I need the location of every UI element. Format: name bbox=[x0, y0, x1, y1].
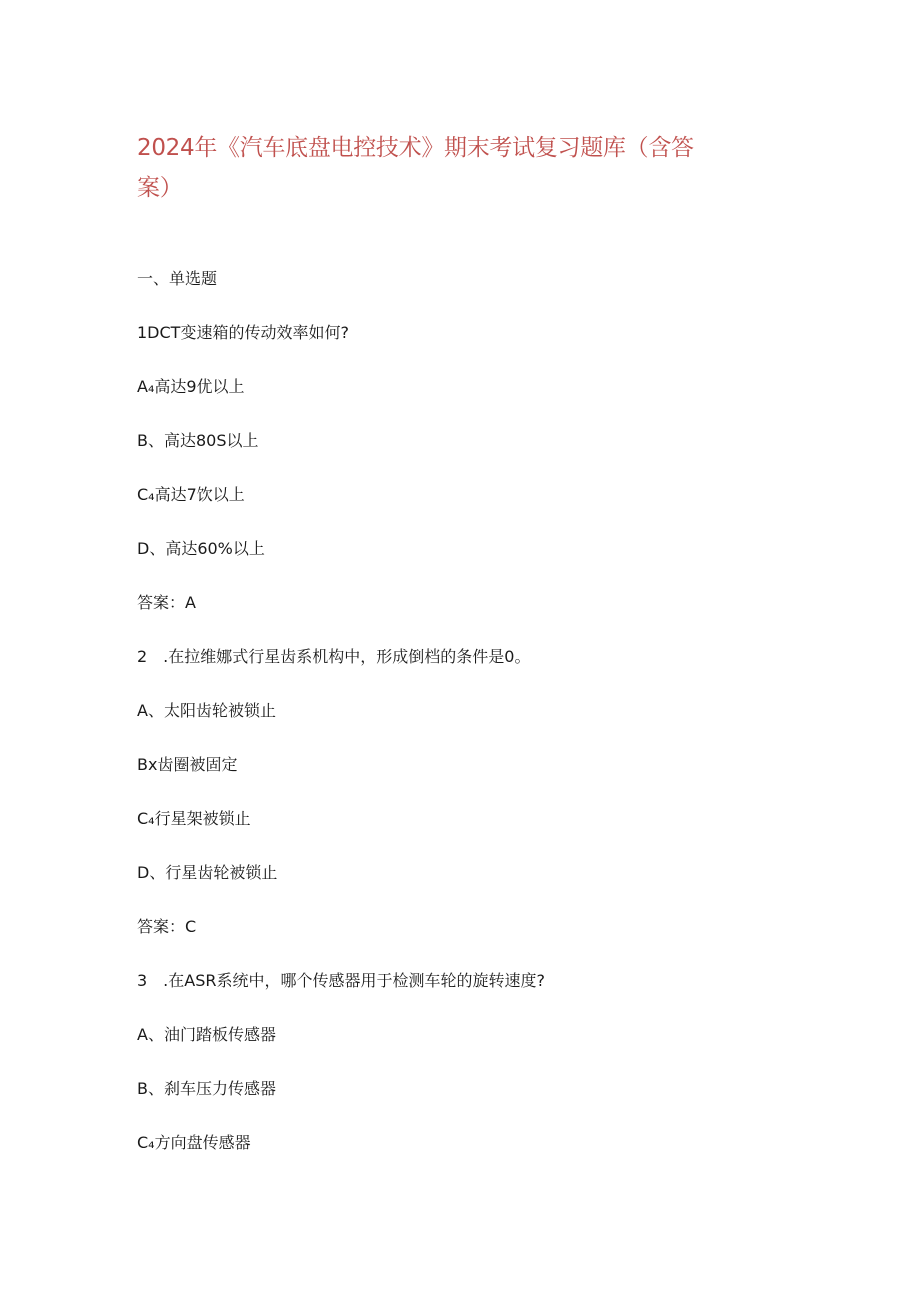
answer-option-d: D、高达60%以上 bbox=[137, 539, 265, 558]
answer-option-a: A、太阳齿轮被锁止 bbox=[137, 701, 276, 720]
answer-option-a: A、油门踏板传感器 bbox=[137, 1025, 276, 1044]
answer-option-c: C₄行星架被锁止 bbox=[137, 809, 251, 828]
answer-option-b: B、高达80S以上 bbox=[137, 431, 259, 450]
answer-option-a: A₄高达9优以上 bbox=[137, 377, 245, 396]
answer-option-b: B、刹车压力传感器 bbox=[137, 1079, 276, 1098]
answer-option-c: C₄方向盘传感器 bbox=[137, 1133, 251, 1152]
answer-option-c: C₄高达7饮以上 bbox=[137, 485, 245, 504]
document-title: 2024年《汽车底盘电控技术》期末考试复习题库（含答案） bbox=[137, 135, 694, 201]
answer-key: 答案：A bbox=[137, 593, 196, 612]
answer-key: 答案：C bbox=[137, 917, 197, 936]
question-stem: 1DCT变速箱的传动效率如何? bbox=[137, 323, 349, 342]
answer-option-b: Bx齿圈被固定 bbox=[137, 755, 238, 774]
question-stem: 2 .在拉维娜式行星齿系机构中，形成倒档的条件是0。 bbox=[137, 647, 531, 666]
question-stem: 3 .在ASR系统中，哪个传感器用于检测车轮的旋转速度? bbox=[137, 971, 545, 990]
section-heading: 一、单选题 bbox=[137, 269, 218, 288]
answer-option-d: D、行星齿轮被锁止 bbox=[137, 863, 278, 882]
